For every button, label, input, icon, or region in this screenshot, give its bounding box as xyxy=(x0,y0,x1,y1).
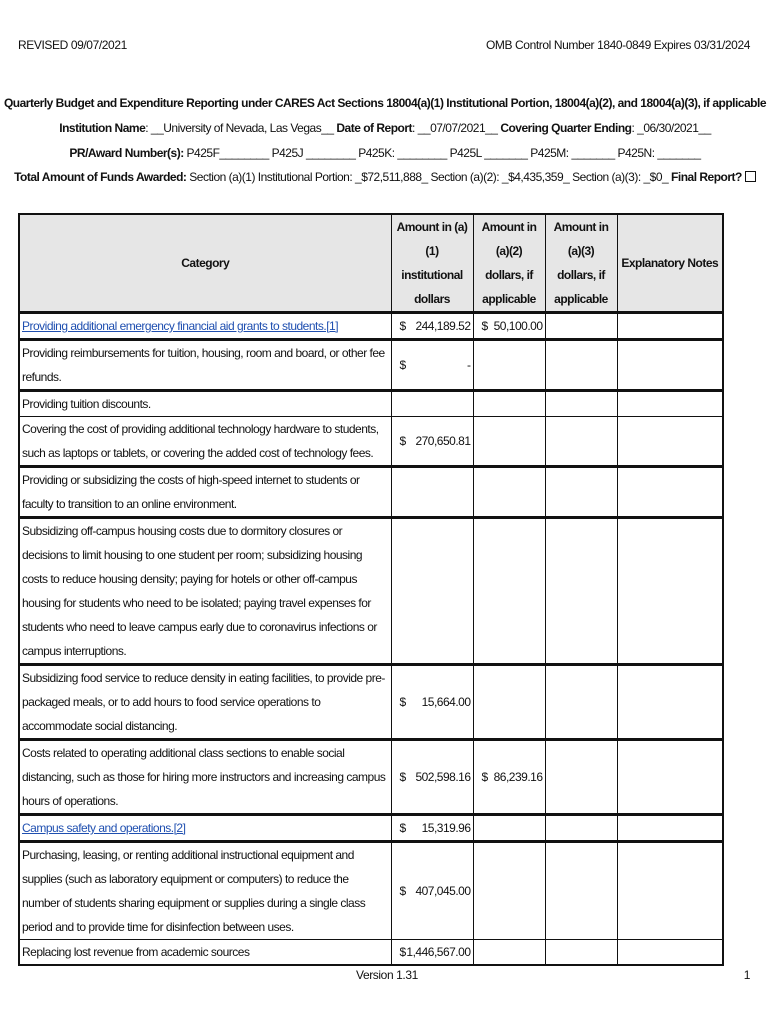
currency-symbol: $ xyxy=(399,821,406,835)
cell-a3 xyxy=(545,391,617,417)
amount-value: 50,100.00 xyxy=(493,319,543,333)
cell-notes xyxy=(617,313,723,340)
category-cell: Covering the cost of providing additional technology hardware to students, such as laptops or tablets, or covering the added cost of technology fees. xyxy=(19,417,391,467)
funds-value: Section (a)(1) Institutional Portion: _$72,511,888_ Section (a)(2): _$4,435,359_ Section (a)(3): _$0_ xyxy=(186,170,672,184)
funds-line xyxy=(0,170,770,184)
amount-value: 86,239.16 xyxy=(493,770,543,784)
amount-value: 15,319.96 xyxy=(421,821,471,835)
amount-value: - xyxy=(467,358,471,372)
table-row xyxy=(19,842,723,940)
report-title xyxy=(0,96,770,110)
header-a2-line1: Amount in xyxy=(481,220,537,234)
header-a2 xyxy=(473,214,545,313)
amount-value: 270,650.81 xyxy=(415,434,471,448)
cell-a1 xyxy=(391,391,473,417)
expenditure-table xyxy=(18,213,724,966)
amount-value: 244,189.52 xyxy=(415,319,471,333)
cell-a3 xyxy=(545,665,617,740)
currency-symbol: $ xyxy=(399,770,406,784)
amount-value: 502,598.16 xyxy=(415,770,471,784)
cell-a1 xyxy=(391,467,473,518)
report-title-text: Quarterly Budget and Expenditure Reporting under CARES Act Sections 18004(a)(1) Institutional Portion, 18004(a)(2), and 18004(a)(3), if applicable xyxy=(3,96,767,110)
final-report-label: Final Report? xyxy=(671,170,742,184)
cell-a1 xyxy=(391,340,473,391)
cell-notes xyxy=(617,518,723,665)
cell-a3 xyxy=(545,313,617,340)
currency-symbol: $ xyxy=(399,945,406,959)
award-label: PR/Award Number(s): xyxy=(69,146,184,160)
cell-a1 xyxy=(391,740,473,815)
cell-a3 xyxy=(545,940,617,966)
cell-a1 xyxy=(391,815,473,842)
cell-a3 xyxy=(545,467,617,518)
version-label: Version 1.31 xyxy=(356,968,418,982)
cell-notes xyxy=(617,665,723,740)
cell-a2 xyxy=(473,740,545,815)
table-row xyxy=(19,665,723,740)
header-a1 xyxy=(391,214,473,313)
cell-a2 xyxy=(473,340,545,391)
report-date-value: : __07/07/2021__ xyxy=(412,121,501,135)
final-report-checkbox[interactable] xyxy=(745,171,756,182)
category-cell: Providing reimbursements for tuition, housing, room and board, or other fee refunds. xyxy=(19,340,391,391)
cell-a1 xyxy=(391,518,473,665)
omb-control-number: OMB Control Number 1840-0849 Expires 03/31/2024 xyxy=(485,38,750,52)
cell-a2 xyxy=(473,313,545,340)
header-a3-line2: (a)(3) dollars, if xyxy=(557,244,605,282)
cell-a1 xyxy=(391,665,473,740)
financial-aid-link[interactable]: Providing additional emergency financial aid grants to students.[1] xyxy=(22,319,339,333)
cell-a3 xyxy=(545,815,617,842)
header-a2-line3: applicable xyxy=(482,292,536,306)
cell-notes xyxy=(617,467,723,518)
table-row xyxy=(19,940,723,966)
quarter-value: : _06/30/2021__ xyxy=(631,121,711,135)
header-a3 xyxy=(545,214,617,313)
table-row xyxy=(19,417,723,467)
institution-line xyxy=(0,121,770,135)
table-row xyxy=(19,740,723,815)
currency-symbol: $ xyxy=(399,434,406,448)
cell-a1 xyxy=(391,417,473,467)
cell-a1 xyxy=(391,940,473,966)
cell-a2 xyxy=(473,518,545,665)
category-cell: Providing or subsidizing the costs of high-speed internet to students or faculty to transition to an online environment. xyxy=(19,467,391,518)
quarter-label: Covering Quarter Ending xyxy=(500,121,632,135)
table-row xyxy=(19,340,723,391)
cell-a3 xyxy=(545,518,617,665)
table-row xyxy=(19,313,723,340)
cell-notes xyxy=(617,340,723,391)
amount-value: 407,045.00 xyxy=(415,884,471,898)
cell-notes xyxy=(617,842,723,940)
currency-symbol: $ xyxy=(399,695,406,709)
category-cell: Replacing lost revenue from academic sources xyxy=(19,940,391,966)
report-date-label: Date of Report xyxy=(336,121,413,135)
currency-symbol: $ xyxy=(481,770,488,784)
category-cell: Purchasing, leasing, or renting additional instructional equipment and supplies (such as laboratory equipment or computers) to reduce the number of students sharing equipment or supplies during a single class period and to provide time for disinfection between uses. xyxy=(19,842,391,940)
header-a1-line1: Amount in (a)(1) xyxy=(396,220,468,258)
header-a2-line2: (a)(2) dollars, if xyxy=(485,244,533,282)
currency-symbol: $ xyxy=(399,358,406,372)
table-row xyxy=(19,518,723,665)
amount-value: 15,664.00 xyxy=(421,695,471,709)
cell-a3 xyxy=(545,842,617,940)
cell-notes xyxy=(617,940,723,966)
amount-value: 1,446,567.00 xyxy=(406,945,471,959)
cell-notes xyxy=(617,815,723,842)
cell-a3 xyxy=(545,740,617,815)
cell-a3 xyxy=(545,340,617,391)
category-cell: Subsidizing food service to reduce density in eating facilities, to provide pre-packaged meals, or to add hours to food service operations to accommodate social distancing. xyxy=(19,665,391,740)
award-line xyxy=(0,146,770,160)
header-a3-line3: applicable xyxy=(554,292,608,306)
funds-label: Total Amount of Funds Awarded: xyxy=(14,170,187,184)
category-cell: Subsidizing off-campus housing costs due to dormitory closures or decisions to limit housing to one student per room; subsidizing housing costs to reduce housing density; paying for hotels or other off-campus housing for students who need to be isolated; paying travel expenses for students who need to leave campus early due to coronavirus infections or campus interruptions. xyxy=(19,518,391,665)
page-number: 1 xyxy=(743,968,750,982)
category-cell: Costs related to operating additional class sections to enable social distancing, such as those for hiring more instructors and increasing campus hours of operations. xyxy=(19,740,391,815)
cell-notes xyxy=(617,391,723,417)
award-value: P425F________ P425J ________ P425K: ________ P425L _______ P425M: _______ P425N: _______ xyxy=(183,146,701,160)
institution-value: : __University of Nevada, Las Vegas__ xyxy=(145,121,337,135)
cell-a1 xyxy=(391,842,473,940)
cell-a2 xyxy=(473,842,545,940)
cell-a2 xyxy=(473,815,545,842)
currency-symbol: $ xyxy=(399,884,406,898)
cell-a2 xyxy=(473,665,545,740)
cell-a3 xyxy=(545,417,617,467)
cell-a2 xyxy=(473,391,545,417)
header-notes: Explanatory Notes xyxy=(617,214,723,313)
table-row xyxy=(19,467,723,518)
cell-a2 xyxy=(473,417,545,467)
institution-label: Institution Name xyxy=(59,121,146,135)
table-row xyxy=(19,815,723,842)
revised-date: REVISED 09/07/2021 xyxy=(18,38,127,52)
header-a1-line3: dollars xyxy=(414,292,450,306)
header-a3-line1: Amount in xyxy=(553,220,609,234)
cell-a2 xyxy=(473,467,545,518)
header-a1-line2: institutional xyxy=(401,268,463,282)
currency-symbol: $ xyxy=(481,319,488,333)
table-row xyxy=(19,391,723,417)
campus-safety-link[interactable]: Campus safety and operations.[2] xyxy=(22,821,186,835)
header-category: Category xyxy=(19,214,391,313)
category-cell: Providing tuition discounts. xyxy=(19,391,391,417)
cell-notes xyxy=(617,417,723,467)
cell-a2 xyxy=(473,940,545,966)
currency-symbol: $ xyxy=(399,319,406,333)
table-header-row xyxy=(19,214,723,313)
cell-notes xyxy=(617,740,723,815)
cell-a1 xyxy=(391,313,473,340)
